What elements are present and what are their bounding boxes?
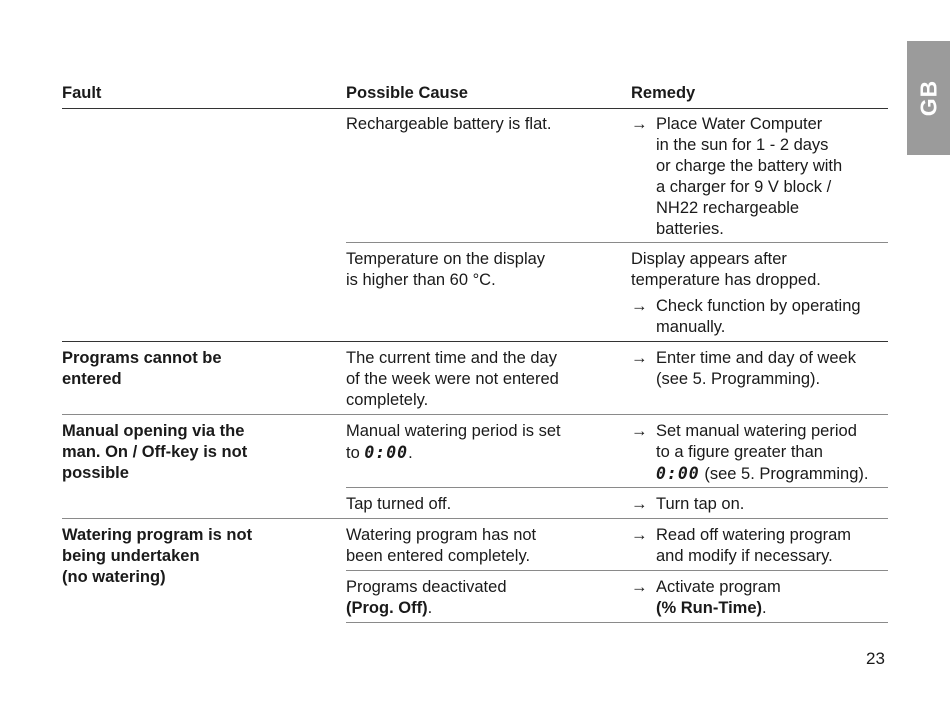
remedy-text: NH22 rechargeable (656, 199, 800, 217)
arrow-icon: → (631, 349, 648, 367)
row-divider (346, 570, 888, 571)
remedy-text-bold: (% Run-Time) (656, 599, 763, 617)
cause-text: Rechargeable battery is flat. (346, 115, 552, 133)
cause-text: Programs deactivated (346, 578, 507, 596)
cause-text: Temperature on the display (346, 250, 546, 268)
fault-text: Manual opening via the (62, 422, 245, 440)
remedy-note: Display appears after (631, 250, 787, 268)
row-divider (346, 487, 888, 488)
group-divider (62, 341, 888, 342)
cause-text: Tap turned off. (346, 495, 452, 513)
cause-text: of the week were not entered (346, 370, 559, 388)
header-remedy: Remedy (631, 84, 696, 102)
cause-text: Watering program has not (346, 526, 537, 544)
header-divider (62, 108, 888, 109)
fault-text: entered (62, 370, 122, 388)
remedy-text: manually. (656, 318, 726, 336)
group-divider (62, 518, 888, 519)
page-number: 23 (866, 649, 885, 668)
remedy-text-post: . (762, 599, 767, 617)
remedy-text: in the sun for 1 - 2 days (656, 136, 829, 154)
remedy-text: to a figure greater than (656, 443, 823, 461)
header-possible-cause: Possible Cause (346, 84, 468, 102)
cause-text-post: . (427, 599, 433, 617)
remedy-text: (see 5. Programming). (656, 370, 821, 388)
remedy-text-post: (see 5. Programming). (704, 465, 869, 483)
remedy-text: batteries. (656, 220, 724, 238)
table-bottom-line (346, 622, 888, 623)
remedy-text: Read off watering program (656, 526, 852, 544)
cause-text-post: . (408, 444, 413, 462)
cause-text: Manual watering period is set (346, 422, 561, 440)
remedy-text: Check function by operating (656, 297, 861, 315)
cause-text: is higher than 60 °C. (346, 271, 496, 289)
group-divider (62, 414, 888, 415)
arrow-icon: → (631, 115, 648, 133)
row-divider (346, 242, 888, 243)
remedy-text: Turn tap on. (656, 495, 745, 513)
remedy-text: Activate program (656, 578, 781, 596)
display-digits-icon: 0:00 (364, 443, 409, 462)
fault-text: Programs cannot be (62, 349, 222, 367)
cause-text: completely. (346, 391, 429, 409)
display-digits-icon: 0:00 (656, 464, 700, 483)
remedy-text: a charger for 9 V block / (656, 178, 832, 196)
language-tab-label: GB (915, 79, 941, 117)
header-fault: Fault (62, 84, 102, 102)
fault-text: man. On / Off-key is not (62, 443, 248, 461)
cause-text (346, 598, 432, 619)
cause-text: been entered completely. (346, 547, 531, 565)
cause-text: The current time and the day (346, 349, 557, 367)
remedy-text: or charge the battery with (656, 157, 843, 175)
arrow-icon: → (631, 297, 648, 315)
cause-text-bold: (Prog. Off) (346, 599, 428, 617)
language-tab (907, 41, 950, 155)
cause-text (346, 442, 413, 464)
fault-text: (no watering) (62, 568, 166, 586)
remedy-text (656, 463, 868, 485)
fault-text: possible (62, 464, 129, 482)
remedy-text: and modify if necessary. (656, 547, 833, 565)
arrow-icon: → (631, 526, 648, 544)
arrow-icon: → (631, 495, 648, 513)
arrow-icon: → (631, 578, 648, 596)
fault-text: Watering program is not (62, 526, 253, 544)
remedy-note: temperature has dropped. (631, 271, 821, 289)
remedy-text: Set manual watering period (656, 422, 857, 440)
cause-text-pre: to (346, 444, 360, 462)
fault-text: being undertaken (62, 547, 200, 565)
remedy-text: Enter time and day of week (656, 349, 856, 367)
arrow-icon: → (631, 422, 648, 440)
remedy-text (656, 598, 767, 619)
remedy-text: Place Water Computer (656, 115, 823, 133)
